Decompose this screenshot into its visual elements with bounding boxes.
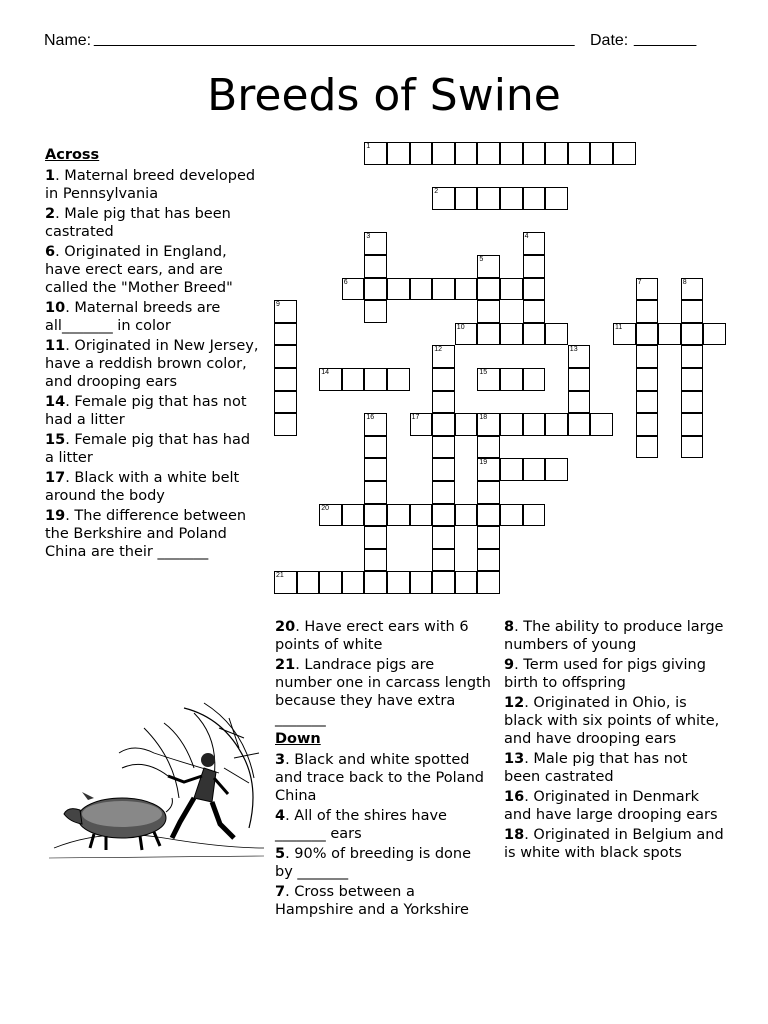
grid-cell[interactable]	[590, 142, 613, 165]
grid-cell[interactable]	[681, 413, 704, 436]
grid-cell[interactable]	[523, 278, 546, 301]
grid-cell[interactable]	[432, 504, 455, 527]
grid-cell[interactable]	[410, 413, 433, 436]
grid-cell[interactable]	[681, 300, 704, 323]
grid-cell[interactable]	[432, 436, 455, 459]
clue-across-1: 1. Maternal breed developed in Pennsylvania	[45, 168, 256, 202]
grid-cell[interactable]	[681, 323, 704, 346]
grid-cell[interactable]	[477, 187, 500, 210]
across-heading: Across	[45, 147, 100, 163]
grid-cell[interactable]	[545, 142, 568, 165]
grid-cell[interactable]	[364, 413, 387, 436]
clue-across-14: 14. Female pig that has not had a litter	[45, 394, 247, 428]
grid-cell[interactable]	[500, 278, 523, 301]
grid-cell[interactable]	[432, 345, 455, 368]
grid-cell-number: 5	[479, 256, 484, 263]
grid-cell[interactable]	[636, 413, 659, 436]
grid-cell[interactable]	[523, 458, 546, 481]
grid-cell[interactable]	[319, 368, 342, 391]
clue-down-16: 16. Originated in Denmark and have large drooping ears	[504, 789, 718, 823]
grid-cell[interactable]	[455, 571, 478, 594]
grid-cell[interactable]	[432, 481, 455, 504]
grid-cell[interactable]	[523, 142, 546, 165]
grid-cell[interactable]	[410, 142, 433, 165]
grid-cell[interactable]	[274, 571, 297, 594]
pig-herding-illustration	[44, 698, 270, 868]
grid-cell[interactable]	[500, 323, 523, 346]
grid-cell[interactable]	[387, 504, 410, 527]
clue-across-21: 21. Landrace pigs are number one in carcass length because they have extra _______	[275, 657, 491, 727]
grid-cell[interactable]	[545, 458, 568, 481]
clue-down-8: 8. The ability to produce large numbers of young	[504, 619, 724, 653]
grid-cell[interactable]	[568, 368, 591, 391]
grid-cell[interactable]	[477, 504, 500, 527]
grid-cell[interactable]	[636, 368, 659, 391]
date-label: Date:	[590, 32, 629, 49]
grid-cell-number: 13	[569, 346, 578, 354]
name-date-header	[44, 32, 704, 54]
grid-cell[interactable]	[523, 504, 546, 527]
clue-across-10: 10. Maternal breeds are all_______ in color	[45, 300, 221, 334]
grid-cell[interactable]	[500, 368, 523, 391]
grid-cell[interactable]	[477, 458, 500, 481]
grid-cell[interactable]	[545, 187, 568, 210]
grid-cell-number: 6	[343, 278, 348, 286]
grid-cell[interactable]	[500, 413, 523, 436]
grid-cell[interactable]	[613, 323, 636, 346]
grid-cell[interactable]	[613, 142, 636, 165]
grid-cell[interactable]	[455, 187, 478, 210]
clue-across-17: 17. Black with a white belt around the body	[45, 470, 240, 504]
grid-cell[interactable]	[681, 278, 704, 301]
grid-cell[interactable]	[477, 413, 500, 436]
grid-cell[interactable]	[432, 526, 455, 549]
grid-cell[interactable]	[545, 413, 568, 436]
grid-cell[interactable]	[274, 368, 297, 391]
grid-cell[interactable]	[274, 323, 297, 346]
right-clues-column	[504, 618, 726, 864]
grid-cell[interactable]	[410, 278, 433, 301]
grid-cell[interactable]	[477, 436, 500, 459]
grid-cell[interactable]	[432, 368, 455, 391]
grid-cell[interactable]	[364, 549, 387, 572]
grid-cell[interactable]	[455, 278, 478, 301]
grid-cell-number: 4	[524, 233, 529, 241]
grid-cell[interactable]	[523, 323, 546, 346]
grid-cell[interactable]	[319, 571, 342, 594]
grid-cell[interactable]	[523, 255, 546, 278]
grid-cell[interactable]	[681, 436, 704, 459]
grid-cell-number: 10	[456, 323, 465, 331]
grid-cell[interactable]	[523, 187, 546, 210]
grid-cell[interactable]	[477, 300, 500, 323]
grid-cell[interactable]	[387, 368, 410, 391]
grid-cell-number: 15	[479, 369, 488, 376]
grid-cell[interactable]	[636, 391, 659, 414]
clue-down-9: 9. Term used for pigs giving birth to offspring	[504, 657, 706, 691]
grid-cell[interactable]	[636, 436, 659, 459]
grid-cell[interactable]	[455, 323, 478, 346]
grid-cell[interactable]	[523, 368, 546, 391]
grid-cell-number: 1	[366, 143, 371, 150]
grid-cell[interactable]	[364, 278, 387, 301]
middle-clues-column	[275, 618, 493, 921]
clue-down-5: 5. 90% of breeding is done by _______	[275, 846, 472, 880]
grid-cell[interactable]	[681, 391, 704, 414]
grid-cell[interactable]	[636, 300, 659, 323]
pig-figure	[64, 792, 172, 850]
grid-cell[interactable]	[681, 345, 704, 368]
grid-cell[interactable]	[274, 413, 297, 436]
grid-cell[interactable]	[364, 504, 387, 527]
grid-cell[interactable]	[274, 391, 297, 414]
grid-cell[interactable]	[477, 368, 500, 391]
name-label: Name:	[44, 32, 92, 49]
grid-cell[interactable]	[297, 571, 320, 594]
grid-cell[interactable]	[636, 345, 659, 368]
grid-cell[interactable]	[364, 232, 387, 255]
grid-cell[interactable]	[410, 504, 433, 527]
grid-cell[interactable]	[500, 504, 523, 527]
grid-cell[interactable]	[477, 255, 500, 278]
grid-cell-number: 3	[366, 233, 371, 241]
grid-cell[interactable]	[387, 142, 410, 165]
grid-cell[interactable]	[500, 142, 523, 165]
clue-across-19: 19. The difference between the Berkshire and Poland China are their _______	[45, 508, 247, 560]
across-clues-column	[45, 146, 261, 563]
grid-cell[interactable]	[477, 323, 500, 346]
grid-cell[interactable]	[274, 345, 297, 368]
grid-cell[interactable]	[364, 142, 387, 165]
grid-cell-number: 11	[615, 323, 623, 331]
grid-cell[interactable]	[703, 323, 726, 346]
grid-cell[interactable]	[568, 391, 591, 414]
grid-cell[interactable]	[432, 458, 455, 481]
clue-down-13: 13. Male pig that has not been castrated	[504, 751, 688, 785]
grid-cell-number: 20	[321, 504, 329, 512]
grid-cell[interactable]	[364, 255, 387, 278]
grid-cell[interactable]	[364, 300, 387, 323]
grid-cell-number: 7	[637, 278, 642, 286]
date-field[interactable]: _______	[634, 30, 697, 47]
clue-down-7: 7. Cross between a Hampshire and a Yorkshire	[275, 884, 469, 918]
grid-cell[interactable]	[500, 187, 523, 210]
grid-cell[interactable]	[432, 413, 455, 436]
grid-cell[interactable]	[364, 481, 387, 504]
clue-across-11: 11. Originated in New Jersey, have a reddish brown color, and drooping ears	[45, 338, 259, 390]
grid-cell[interactable]	[410, 571, 433, 594]
page-title: Breeds of Swine	[207, 70, 561, 121]
grid-cell[interactable]	[274, 300, 297, 323]
grid-cell[interactable]	[364, 458, 387, 481]
grid-cell[interactable]	[658, 323, 681, 346]
grid-cell[interactable]	[455, 142, 478, 165]
grid-cell[interactable]	[342, 278, 365, 301]
grid-cell[interactable]	[568, 345, 591, 368]
grid-cell[interactable]	[432, 187, 455, 210]
grid-cell[interactable]	[455, 504, 478, 527]
grid-cell[interactable]	[477, 571, 500, 594]
grid-cell[interactable]	[500, 458, 523, 481]
grid-cell[interactable]	[319, 504, 342, 527]
grid-cell[interactable]	[342, 368, 365, 391]
grid-cell[interactable]	[342, 571, 365, 594]
grid-cell[interactable]	[364, 436, 387, 459]
clue-down-3: 3. Black and white spotted and trace back to the Poland China	[275, 752, 484, 804]
grid-cell[interactable]	[432, 391, 455, 414]
clue-across-15: 15. Female pig that has had a litter	[45, 432, 251, 466]
grid-cell-number: 16	[366, 414, 375, 422]
grid-cell[interactable]	[364, 368, 387, 391]
clue-across-20: 20. Have erect ears with 6 points of white	[275, 619, 469, 653]
grid-cell[interactable]	[477, 526, 500, 549]
grid-cell[interactable]	[477, 278, 500, 301]
clue-down-4: 4. All of the shires have _______ ears	[275, 808, 447, 842]
grid-cell[interactable]	[432, 571, 455, 594]
name-field[interactable]: ______________________________________________________	[94, 30, 575, 47]
grid-cell[interactable]	[477, 142, 500, 165]
grid-cell[interactable]	[342, 504, 365, 527]
grid-cell-number: 17	[411, 414, 420, 422]
grid-cell[interactable]	[545, 323, 568, 346]
clue-across-2: 2. Male pig that has been castrated	[45, 206, 231, 240]
grid-cell[interactable]	[681, 368, 704, 391]
grid-cell[interactable]	[455, 413, 478, 436]
grid-cell[interactable]	[636, 323, 659, 346]
grid-cell[interactable]	[364, 526, 387, 549]
grid-cell[interactable]	[364, 571, 387, 594]
grid-cell[interactable]	[477, 481, 500, 504]
grid-cell[interactable]	[477, 549, 500, 572]
grid-cell[interactable]	[432, 142, 455, 165]
grid-cell-number: 21	[276, 572, 284, 580]
grid-cell[interactable]	[432, 278, 455, 301]
grid-cell[interactable]	[568, 142, 591, 165]
grid-cell-number: 9	[276, 301, 280, 309]
clue-down-12: 12. Originated in Ohio, is black with six points of white, and have drooping ears	[504, 695, 720, 747]
grid-cell[interactable]	[387, 571, 410, 594]
grid-cell[interactable]	[523, 300, 546, 323]
grid-cell[interactable]	[636, 278, 659, 301]
grid-cell[interactable]	[432, 549, 455, 572]
grid-cell[interactable]	[523, 232, 546, 255]
down-heading: Down	[275, 731, 321, 747]
grid-cell-number: 2	[434, 188, 439, 196]
grid-cell-number: 18	[479, 414, 488, 422]
clue-down-18: 18. Originated in Belgium and is white with black spots	[504, 827, 724, 861]
grid-cell[interactable]	[387, 278, 410, 301]
grid-cell-number: 19	[479, 459, 488, 467]
grid-cell-number: 12	[434, 346, 442, 354]
grid-cell[interactable]	[523, 413, 546, 436]
grid-cell-number: 8	[682, 278, 687, 286]
grid-cell-number: 14	[321, 369, 329, 376]
grid-cell[interactable]	[590, 413, 613, 436]
grid-cell[interactable]	[568, 413, 591, 436]
clue-across-6: 6. Originated in England, have erect ears, and are called the "Mother Breed"	[45, 244, 233, 296]
